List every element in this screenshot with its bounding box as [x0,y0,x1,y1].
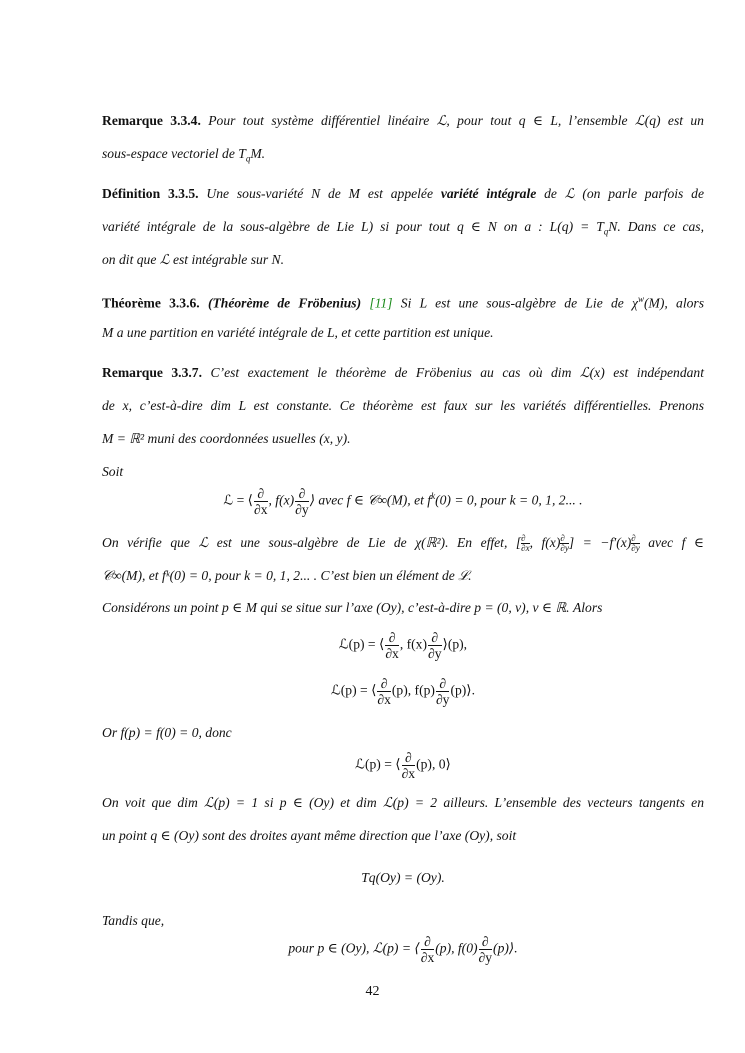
page-number: 42 [365,984,380,999]
remarque-334-line1: Remarque 3.3.4. Pour tout système différentiel linéaire ℒ, pour tout q ∈ L, l’ensemble ℒ(q) est un [102,113,704,128]
on-voit-paragraph [102,786,704,852]
equation-lp-2: ℒ(p) = ⟨ $\frac{\partial}{\partial x}$ (p), f(p) $\frac{\partial}{\partial y}$ (p)⟩. [330,676,476,707]
definition-335-label: Définition 3.3.5. [102,186,199,201]
theoreme-336-line2: M a une partition en variété intégrale de L, et cette partition est unique. [102,325,494,340]
partial-y-fraction: $\frac{\partial}{\partial y}$ [295,486,309,517]
equation-lp-1: ℒ(p) = ⟨ $\frac{\partial}{\partial x}$ , f(x) $\frac{\partial}{\partial y}$ ⟩(p), [338,630,468,661]
definition-335-line1: Définition 3.3.5. Une sous-variété N de M est appelée variété intégrale de ℒ (on parle parfois de [102,186,704,201]
soit-text: Soit [102,464,124,479]
remarque-337-label: Remarque 3.3.7. [102,365,202,380]
variete-integrale-term: variété intégrale [440,186,537,201]
theoreme-336-label: Théorème 3.3.6. [102,295,200,311]
verification-paragraph [102,526,704,592]
theoreme-336-line1: Théorème 3.3.6. (Théorème de Fröbenius) [11] Si L est une sous-algèbre de Lie de $\chi^w(M)$, alors [102,294,704,311]
on-voit-line2: un point q ∈ (Oy) sont des droites ayant même direction que l’axe (Oy), soit [102,828,517,843]
remarque-3-3-7 [102,356,704,455]
theoreme-336-title: (Théorème de Fröbenius) [207,295,362,311]
remarque-334-line2: sous-espace vectoriel de $T_qM$. [102,146,266,164]
on-voit-line1: On voit que dim ℒ(p) = 1 si p ∈ (Oy) et dim ℒ(p) = 2 ailleurs. L’ensemble des vecteurs tangents en [102,795,704,810]
equation-final: pour p ∈ (Oy), ℒ(p) = ⟨ $\frac{\partial}{\partial x}$ (p), f(0) $\frac{\partial}{\partial y}$ (p)⟩. [288,934,518,965]
or-line: Or f(p) = f(0) = 0, donc [102,725,232,740]
definition-335-line2: variété intégrale de la sous-algèbre de Lie L) si pour tout q ∈ N on a : $L(q) = T_qN$. Dans ce cas, [102,219,704,237]
verification-line2: 𝒞∞(M), et fᵏ(0) = 0, pour k = 0, 1, 2... . C’est bien un élément de ℒ. [102,568,472,583]
remarque-3-3-4 [102,104,704,170]
definition-335-line3: on dit que ℒ est intégrable sur N. [102,252,284,267]
partial-x-fraction: $\frac{\partial}{\partial x}$ [253,486,268,517]
remarque-334-label: Remarque 3.3.4. [102,113,201,128]
equation-lp-3: ℒ(p) = ⟨ $\frac{\partial}{\partial x}$ (p), 0⟩ [355,750,451,781]
verification-line1: On vérifie que ℒ est une sous-algèbre de Lie de χ(ℝ²). En effet, [ ∂ ∂x , f(x) ∂ ∂y ] = −f′(x) ∂ ∂y avec f ∈ [102,533,704,554]
remarque-337-line3: M = ℝ² muni des coordonnées usuelles (x, y). [102,431,351,446]
theoreme-3-3-6 [102,283,704,349]
equation-l-definition: ℒ = ⟨ $\frac{\partial}{\partial x}$ , f(x) $\frac{\partial}{\partial y}$ ⟩ avec f ∈ 𝒞∞(M), et $f^k(0) = 0$, pour k = 0, 1, 2... . [223,486,583,517]
remarque-337-line2: de x, c’est-à-dire dim L est constante. Ce théorème est faux sur les variétés différentielles. Prenons [102,398,704,413]
definition-3-3-5 [102,177,704,276]
citation-link[interactable]: [11] [369,295,393,311]
remarque-337-line1: Remarque 3.3.7. C’est exactement le théorème de Fröbenius au cas où dim ℒ(x) est indépendant [102,365,704,380]
equation-tq: Tq(Oy) = (Oy). [361,870,445,885]
tandis-que-text: Tandis que, [102,913,165,928]
considerons-text: Considérons un point p ∈ M qui se situe sur l’axe (Oy), c’est-à-dire p = (0, ν), ν ∈ ℝ. Alors [102,600,603,615]
